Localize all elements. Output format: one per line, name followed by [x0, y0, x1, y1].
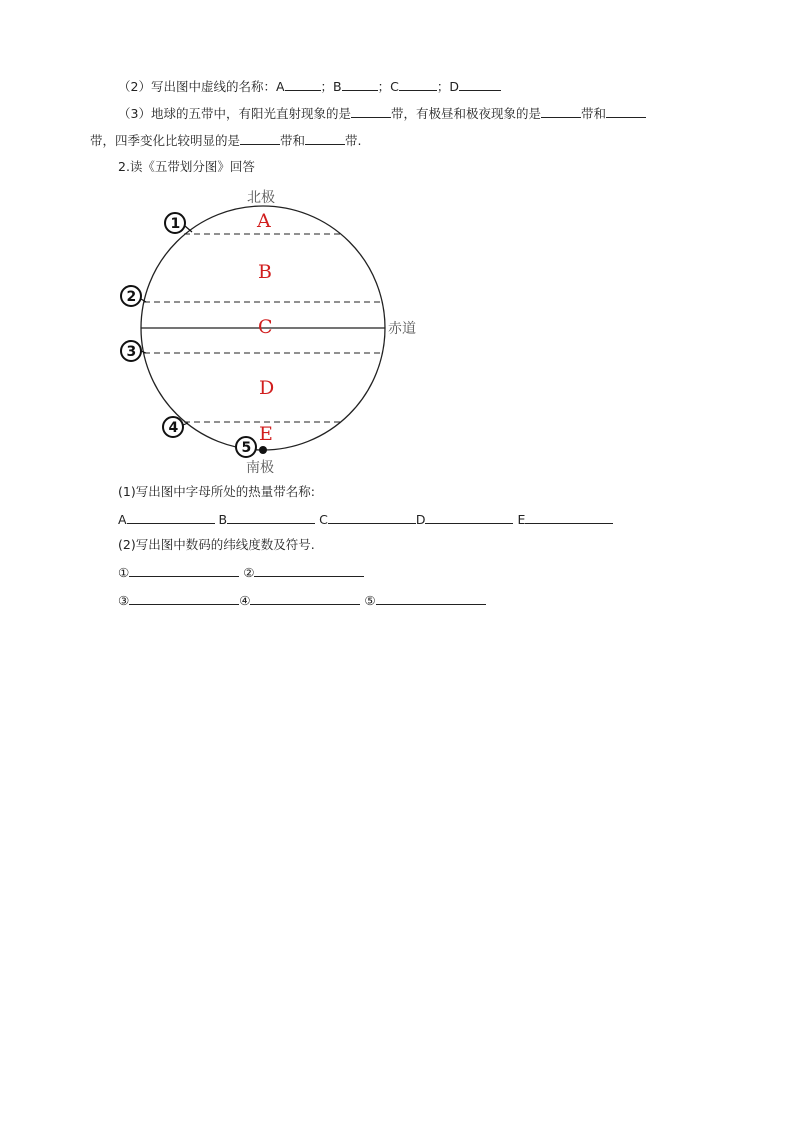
number-marker-5-text: 5 [241, 440, 252, 456]
five-zones-diagram [112, 182, 442, 477]
latitude-answer-blank-5[interactable] [376, 591, 486, 605]
south-pole-dot [259, 446, 267, 454]
q2-part2-text: (2)写出图中数码的纬线度数及符号. [118, 537, 315, 552]
zone-label-d: D [415, 512, 426, 527]
latitude-answer-blank-3[interactable] [129, 591, 239, 605]
q2-part2-answers-row2 [118, 591, 486, 610]
answer-blank-season-2[interactable] [305, 131, 345, 145]
q2-part1-answers [118, 510, 613, 529]
q1-part3-text: 带. [345, 133, 362, 148]
north-pole-label: 北极 [247, 190, 275, 206]
zone-answer-blank-c[interactable] [328, 510, 416, 524]
zone-label-b: B [218, 512, 228, 527]
zone-answer-blank-b[interactable] [227, 510, 315, 524]
q2-part1-text: (1)写出图中字母所处的热量带名称: [118, 484, 315, 499]
answer-blank-a[interactable] [285, 77, 321, 91]
answer-blank-d[interactable] [459, 77, 501, 91]
answer-blank-polar-1[interactable] [541, 104, 581, 118]
latitude-label-3: ③ [118, 593, 130, 608]
number-marker-1-text: 1 [170, 216, 181, 232]
separator: ； [377, 79, 391, 94]
q1-part3-text: 带，有极昼和极夜现象的是 [390, 106, 541, 121]
separator: ； [320, 79, 334, 94]
zone-answer-blank-a[interactable] [127, 510, 215, 524]
q2-part2-answers-row1 [118, 563, 364, 582]
q1-part2-text: （2）写出图中虚线的名称： [118, 79, 276, 94]
latitude-label-2: ② [243, 565, 255, 580]
latitude-answer-blank-1[interactable] [129, 563, 239, 577]
q1-part3-text: 带和 [280, 133, 306, 148]
latitude-label-5: ⑤ [364, 593, 376, 608]
q1-part3-text: （3）地球的五带中，有阳光直射现象的是 [118, 106, 351, 121]
zone-answer-blank-e[interactable] [525, 510, 613, 524]
answer-blank-season-1[interactable] [240, 131, 280, 145]
number-marker-2-text: 2 [126, 289, 137, 305]
q1-part2-line [118, 77, 501, 96]
equator-label: 赤道 [388, 321, 416, 337]
zone-letter-b: B [258, 261, 272, 283]
answer-blank-direct-sun[interactable] [351, 104, 391, 118]
latitude-answer-blank-2[interactable] [254, 563, 364, 577]
zone-letter-a: A [257, 210, 271, 232]
five-zones-svg [112, 182, 442, 477]
zone-label-c: C [319, 512, 328, 527]
answer-blank-polar-2[interactable] [606, 104, 646, 118]
answer-blank-c[interactable] [399, 77, 437, 91]
q1-part3-text: 带和 [580, 106, 606, 121]
number-marker-4-text: 4 [168, 420, 179, 436]
latitude-answer-blank-4[interactable] [250, 591, 360, 605]
latitude-label-4: ④ [239, 593, 251, 608]
label-b: B [333, 79, 342, 94]
q1-part3-text: 带，四季变化比较明显的是 [90, 133, 241, 148]
zone-letter-d: D [259, 377, 275, 399]
separator: ； [436, 79, 450, 94]
q1-part3-line1 [118, 104, 646, 123]
q2-title: 2.读《五带划分图》回答 [118, 159, 255, 174]
label-a: A [275, 79, 285, 94]
number-marker-3-text: 3 [126, 344, 137, 360]
zone-answer-blank-d[interactable] [425, 510, 513, 524]
latitude-label-1: ① [118, 565, 130, 580]
q1-part3-line2 [90, 131, 362, 150]
zone-letter-c: C [258, 316, 273, 338]
label-d: D [449, 79, 460, 94]
zone-label-e: E [517, 512, 526, 527]
zone-letter-e: E [259, 423, 273, 445]
answer-blank-b[interactable] [342, 77, 378, 91]
south-pole-label: 南极 [246, 460, 274, 476]
label-c: C [390, 79, 399, 94]
zone-label-a: A [118, 512, 127, 527]
